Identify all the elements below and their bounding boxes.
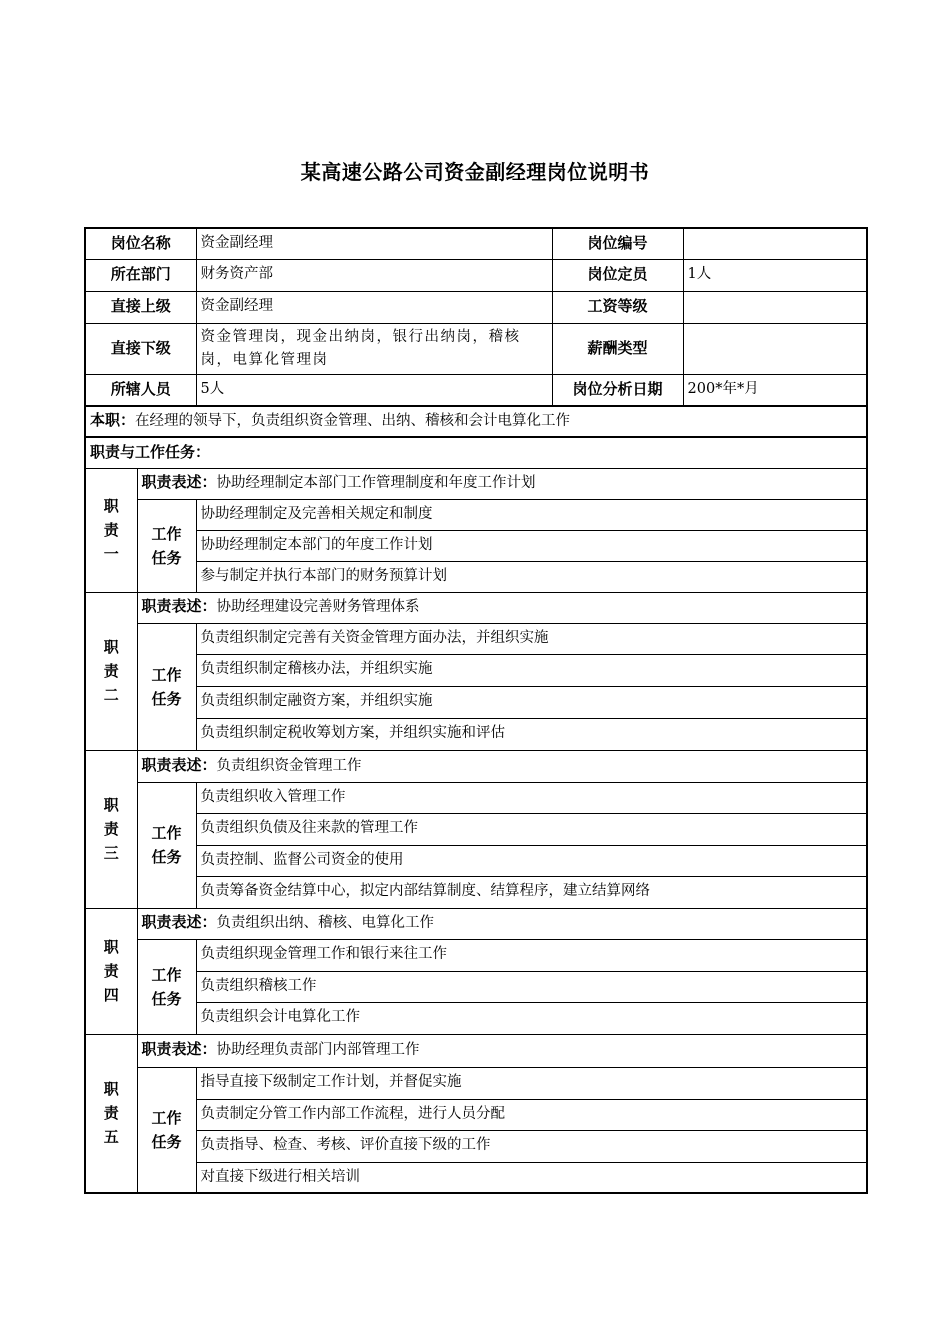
desc-label: 职责表述： (141, 755, 217, 774)
info-row (85, 228, 867, 259)
task-row (85, 1130, 867, 1162)
section-row (85, 437, 867, 468)
responsibility-desc-row (85, 468, 867, 499)
task-label: 工作 任务 (137, 499, 196, 592)
label-direct-subordinates: 直接下级 (85, 323, 196, 374)
desc-text: 负责组织资金管理工作 (216, 757, 362, 774)
task-item: 负责组织制定融资方案，并组织实施 (196, 686, 867, 718)
task-item: 协助经理制定及完善相关规定和制度 (196, 499, 867, 530)
task-row (85, 1099, 867, 1130)
desc-label: 职责表述： (141, 597, 217, 616)
responsibility-desc-row (85, 750, 867, 782)
responsibility-name: 职 责 四 (85, 908, 137, 1034)
task-row (85, 499, 867, 530)
task-row (85, 561, 867, 592)
label-pay-type: 薪酬类型 (552, 323, 683, 374)
task-item: 负责制定分管工作内部工作流程，进行人员分配 (196, 1099, 867, 1130)
task-row (85, 939, 867, 971)
job-description-table (84, 227, 868, 1194)
task-row (85, 654, 867, 686)
task-item: 协助经理制定本部门的年度工作计划 (196, 530, 867, 561)
desc-text: 负责组织出纳、稽核、电算化工作 (216, 915, 435, 932)
task-row (85, 876, 867, 908)
task-row (85, 813, 867, 845)
responsibility-name: 职 责 二 (85, 592, 137, 750)
desc-text: 协助经理负责部门内部管理工作 (216, 1042, 420, 1059)
responsibility-name: 职 责 五 (85, 1034, 137, 1193)
task-row (85, 686, 867, 718)
label-direct-superior: 直接上级 (85, 291, 196, 323)
task-item: 负责组织现金管理工作和银行来往工作 (196, 939, 867, 971)
value-salary-grade (683, 291, 867, 323)
task-item: 负责组织会计电算化工作 (196, 1002, 867, 1034)
task-row (85, 971, 867, 1002)
value-direct-superior: 资金副经理 (196, 291, 552, 323)
task-item: 负责筹备资金结算中心，拟定内部结算制度、结算程序，建立结算网络 (196, 876, 867, 908)
responsibility-name: 职 责 三 (85, 750, 137, 908)
value-position-name: 资金副经理 (196, 228, 552, 259)
duty-row (85, 406, 867, 437)
responsibility-desc-row (85, 1034, 867, 1067)
label-salary-grade: 工资等级 (552, 291, 683, 323)
label-position-name: 岗位名称 (85, 228, 196, 259)
task-item: 负责组织制定完善有关资金管理方面办法，并组织实施 (196, 623, 867, 654)
task-row (85, 1162, 867, 1193)
label-position-code: 岗位编号 (552, 228, 683, 259)
task-row (85, 1002, 867, 1034)
label-staff-count: 所辖人员 (85, 374, 196, 406)
task-item: 负责组织收入管理工作 (196, 782, 867, 813)
duty-text: 在经理的领导下，负责组织资金管理、出纳、稽核和会计电算化工作 (135, 413, 571, 430)
responsibility-desc-row (85, 592, 867, 623)
task-item: 负责组织制定稽核办法，并组织实施 (196, 654, 867, 686)
task-label: 工作 任务 (137, 1067, 196, 1193)
task-row (85, 718, 867, 750)
responsibility-name: 职 责 一 (85, 468, 137, 592)
task-label: 工作 任务 (137, 623, 196, 750)
value-headcount: 1人 (683, 259, 867, 291)
task-label: 工作 任务 (137, 939, 196, 1034)
duty-label: 本职： (90, 411, 136, 430)
value-position-code (683, 228, 867, 259)
desc-text: 协助经理制定本部门工作管理制度和年度工作计划 (216, 475, 536, 492)
task-item: 负责控制、监督公司资金的使用 (196, 845, 867, 876)
section-label: 职责与工作任务： (85, 437, 867, 468)
value-analysis-date: 200*年*月 (683, 374, 867, 406)
info-row (85, 374, 867, 406)
info-row (85, 323, 867, 374)
task-item: 对直接下级进行相关培训 (196, 1162, 867, 1193)
task-row (85, 530, 867, 561)
responsibility-desc-row (85, 908, 867, 939)
task-item: 负责组织负债及往来款的管理工作 (196, 813, 867, 845)
value-direct-subordinates: 资金管理岗，现金出纳岗，银行出纳岗，稽核岗，电算化管理岗 (196, 323, 552, 374)
task-item: 负责指导、检查、考核、评价直接下级的工作 (196, 1130, 867, 1162)
task-item: 负责组织制定税收筹划方案，并组织实施和评估 (196, 718, 867, 750)
task-item: 负责组织稽核工作 (196, 971, 867, 1002)
task-row (85, 623, 867, 654)
task-item: 参与制定并执行本部门的财务预算计划 (196, 561, 867, 592)
value-staff-count: 5人 (196, 374, 552, 406)
task-row (85, 782, 867, 813)
info-row (85, 259, 867, 291)
label-analysis-date: 岗位分析日期 (552, 374, 683, 406)
value-pay-type (683, 323, 867, 374)
desc-text: 协助经理建设完善财务管理体系 (216, 599, 420, 616)
task-row (85, 845, 867, 876)
desc-label: 职责表述： (141, 913, 217, 932)
desc-label: 职责表述： (141, 1040, 217, 1059)
task-label: 工作 任务 (137, 782, 196, 908)
task-row (85, 1067, 867, 1099)
task-item: 指导直接下级制定工作计划，并督促实施 (196, 1067, 867, 1099)
value-department: 财务资产部 (196, 259, 552, 291)
desc-label: 职责表述： (141, 473, 217, 492)
info-row (85, 291, 867, 323)
page-title: 某高速公路公司资金副经理岗位说明书 (300, 160, 650, 184)
label-headcount: 岗位定员 (552, 259, 683, 291)
label-department: 所在部门 (85, 259, 196, 291)
